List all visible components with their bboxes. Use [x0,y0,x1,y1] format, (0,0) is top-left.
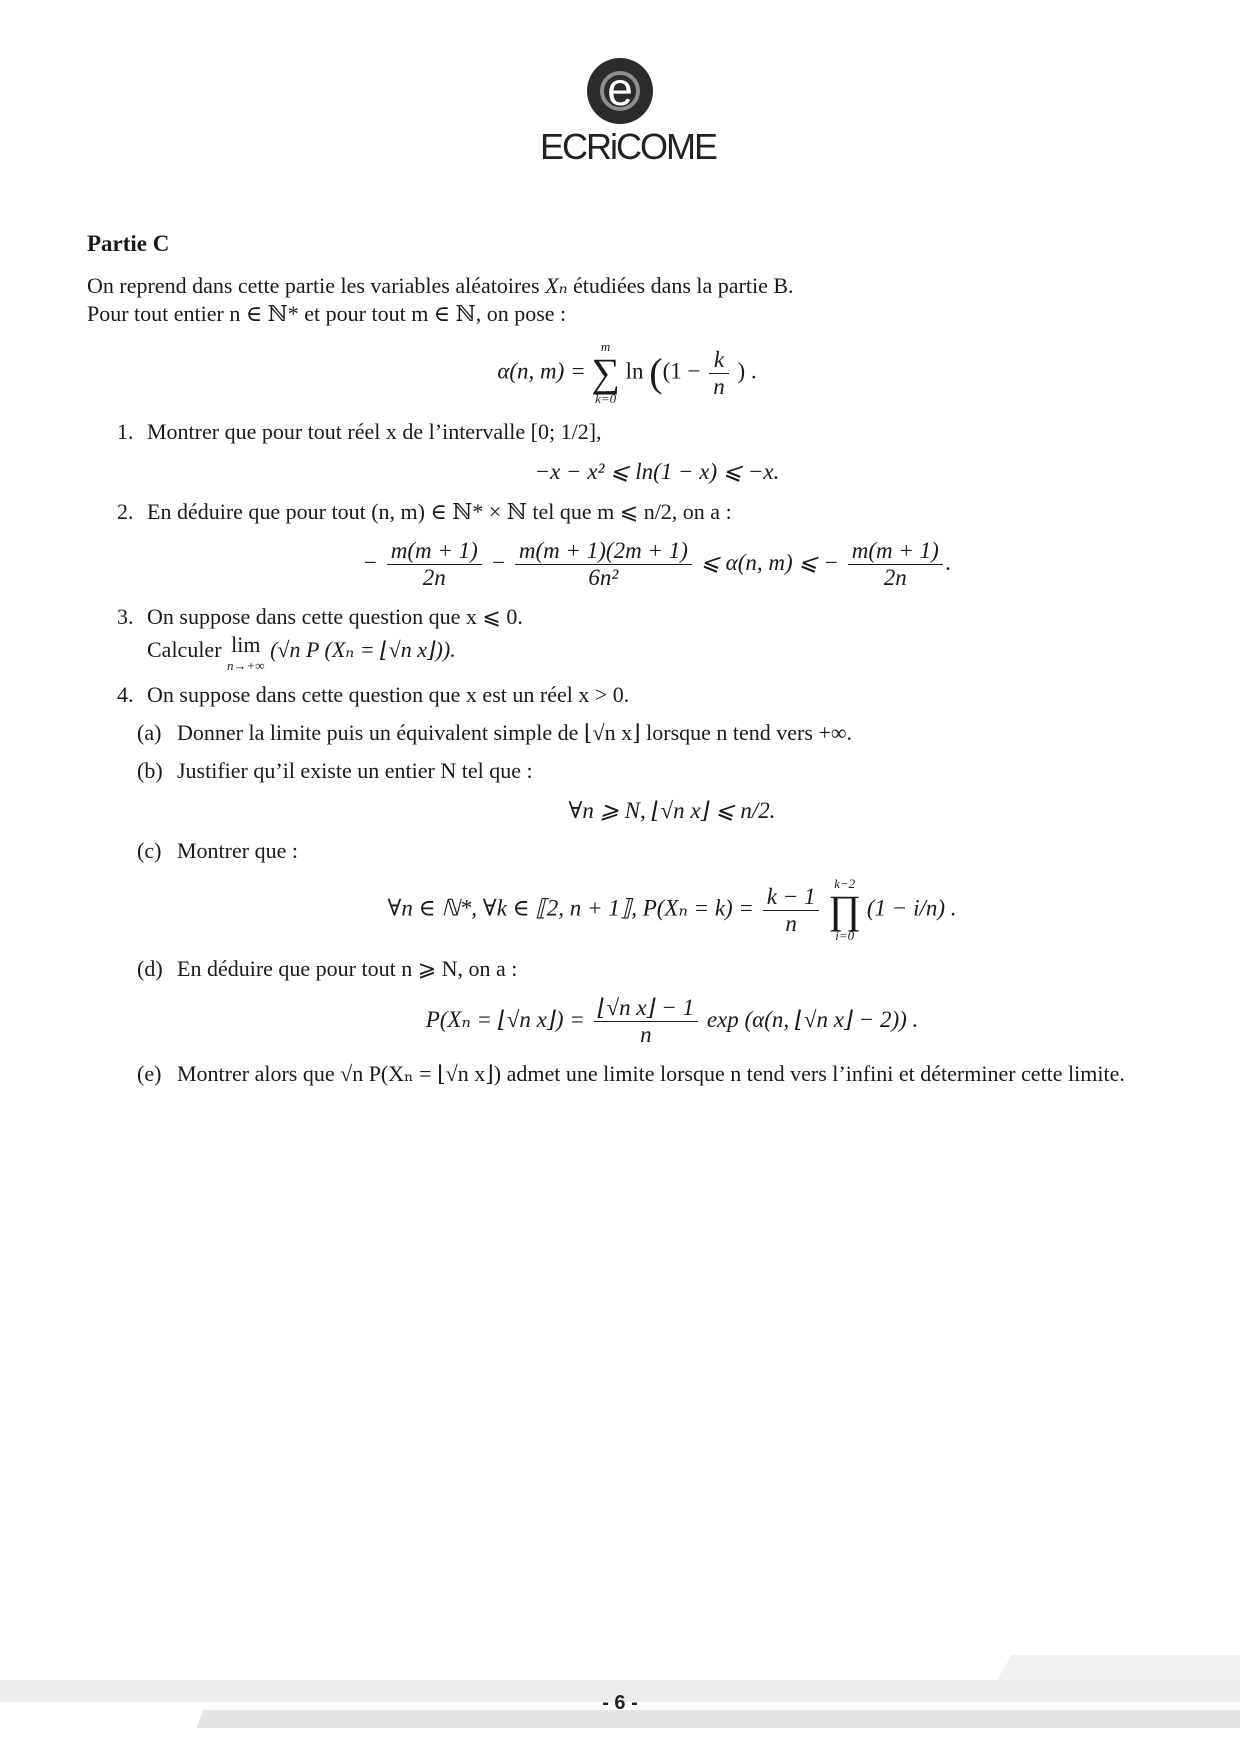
question-4d: (d) En déduire que pour tout n ⩾ N, on a : P(Xₙ = ⌊√n x⌋) = $\frac{\text{⌊√n x⌋ − 1}}{n}$ exp (α(n, ⌊√n x⌋ − 2)) . [87,955,1167,1048]
question-2-inequality: − $\frac{m(m + 1)}{2n}$ − $\frac{m(m + 1)(2m + 1)}{\text{6n²}}$ ⩽ α(n, m) ⩽ − $\frac{m(m + 1)}{2n}$ . [362,538,952,590]
question-1: 1. Montrer que pour tout réel x de l’intervalle [0; 1/2], −x − x² ⩽ ln(1 − x) ⩽ −x. [87,418,1167,486]
ecricome-logo [540,58,717,168]
page-footer [0,1650,1240,1754]
question-4b-formula: ∀n ⩾ N, ⌊√n x⌋ ⩽ n/2. [568,798,776,823]
intro-line-1: On reprend dans cette partie les variables aléatoires Xₙ étudiées dans la partie B. [87,273,794,298]
section-title: Partie C [87,231,170,256]
question-1-inequality: −x − x² ⩽ ln(1 − x) ⩽ −x. [534,459,780,484]
question-4d-formula: P(Xₙ = ⌊√n x⌋) = $\frac{\text{⌊√n x⌋ − 1}}{n}$ exp (α(n, ⌊√n x⌋ − 2)) . [425,995,919,1047]
question-4: 4. On suppose dans cette question que x est un réel x > 0. [117,682,630,707]
exam-content [87,230,1167,1098]
logo-glyph: e [607,63,633,115]
logo-text: ECRiCOME [540,126,717,167]
question-4b: (b) Justifier qu’il existe un entier N tel que : ∀n ⩾ N, ⌊√n x⌋ ⩽ n/2. [87,757,1167,825]
limit-operator: lim n→+∞ [227,632,265,673]
alpha-definition-formula: α(n, m) = m ∑ k=0 ln ((1 − $\frac{k}{n}$ ) . [497,339,757,406]
logo-mark-icon [587,58,653,124]
question-4e: (e) Montrer alors que √n P(Xₙ = ⌊√n x⌋) admet une limite lorsque n tend vers l’infini et déterminer cette limite. [137,1061,1125,1086]
page-number: - 6 - [602,1692,638,1714]
product-operator: k−2 ∏ i=0 [828,876,862,943]
question-4a: (a) Donner la limite puis un équivalent simple de ⌊√n x⌋ lorsque n tend vers +∞. [137,720,853,745]
question-3: 3. On suppose dans cette question que x ⩽ 0. Calculer lim n→+∞ (√n P (Xₙ = ⌊√n x⌋)). [117,604,523,673]
interval: [0; 1/2], [530,419,602,444]
question-4c-formula: ∀n ∈ ℕ*, ∀k ∈ ⟦2, n + 1⟧, P(Xₙ = k) = $\frac{k - 1}{n}$ k−2 ∏ i=0 (1 − i/n) . [387,876,957,943]
question-4c: (c) Montrer que : ∀n ∈ ℕ*, ∀k ∈ ⟦2, n + 1⟧, P(Xₙ = k) = $\frac{k - 1}{n}$ k−2 ∏ i=0 (1 − i/n) . [87,837,1167,943]
question-2: 2. En déduire que pour tout (n, m) ∈ ℕ* × ℕ tel que m ⩽ n/2, on a : − $\frac{m(m + 1)}{2n}$ − $\frac{m(m + 1)(2m + 1)}{\text{6n²}}$ ⩽ α(n, m) ⩽ − $\frac{m(m + 1)}{2n}$ . [87,498,1167,591]
sum-operator: m ∑ k=0 [591,339,620,406]
k-over-n-fraction: $\frac{k}{n}$ [709,347,729,400]
intro-line-2: Pour tout entier n ∈ ℕ* et pour tout m ∈ ℕ, on pose : [87,301,567,326]
